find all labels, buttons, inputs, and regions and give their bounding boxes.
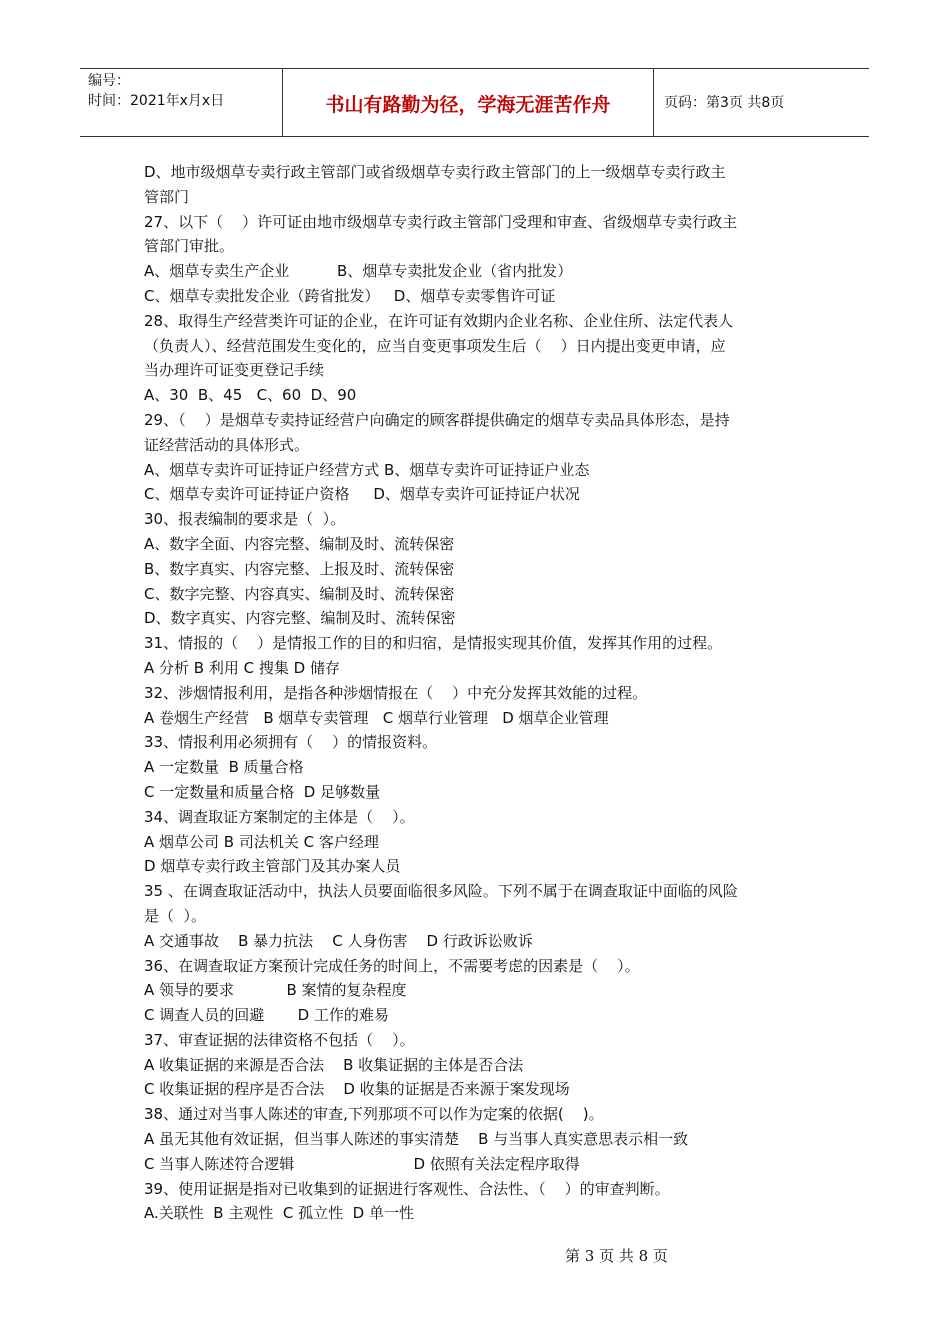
text-line: A、烟草专卖许可证持证户经营方式 B、烟草专卖许可证持证户业态: [144, 460, 590, 479]
text-line: 33、情报利用必须拥有（ ）的情报资料。: [144, 733, 438, 752]
text-line: A 一定数量 B 质量合格: [144, 758, 304, 777]
text-line: （负责人）、经营范围发生变化的，应当自变更事项发生后（ ）日内提出变更申请，应: [144, 336, 726, 355]
page-footer: 第 3 页 共 8 页: [565, 1247, 668, 1265]
text-line: A 虽无其他有效证据，但当事人陈述的事实清楚 B 与当事人真实意思表示相一致: [144, 1130, 689, 1149]
text-line: 37、审查证据的法律资格不包括（ ）。: [144, 1030, 415, 1049]
text-line: 36、在调查取证方案预计完成任务的时间上，不需要考虑的因素是（ ）。: [144, 956, 640, 975]
text-line: 31、情报的（ ）是情报工作的目的和归宿，是情报实现其价值，发挥其作用的过程。: [144, 634, 723, 653]
text-line: 是（ ）。: [144, 906, 207, 925]
text-line: C、数字完整、内容真实、编制及时、流转保密: [144, 584, 455, 603]
text-line: B、数字真实、内容完整、上报及时、流转保密: [144, 559, 455, 578]
serial-label: 编号：: [88, 73, 130, 89]
text-line: 39、使用证据是指对已收集到的证据进行客观性、合法性、（ ）的审查判断。: [144, 1179, 670, 1198]
text-line: C 收集证据的程序是否合法 D 收集的证据是否来源于案发现场: [144, 1080, 570, 1099]
text-line: 32、涉烟情报利用，是指各种涉烟情报在（ ）中充分发挥其效能的过程。: [144, 683, 648, 702]
text-line: A 烟草公司 B 司法机关 C 客户经理: [144, 832, 379, 851]
text-line: 当办理许可证变更登记手续: [144, 361, 325, 380]
header-meta-cell: [80, 69, 283, 136]
page-info: 页码：第3页 共8页: [664, 95, 785, 111]
text-line: 34、调查取证方案制定的主体是（ ）。: [144, 807, 415, 826]
text-line: 管部门审批。: [144, 237, 235, 256]
text-line: A、30 B、45 C、60 D、90: [144, 386, 357, 405]
text-line: A 分析 B 利用 C 搜集 D 储存: [144, 658, 340, 677]
text-line: A.关联性 B 主观性 C 孤立性 D 单一性: [144, 1204, 414, 1223]
text-line: A 领导的要求 B 案情的复杂程度: [144, 981, 407, 1000]
text-line: C、烟草专卖许可证持证户资格 D、烟草专卖许可证持证户状况: [144, 485, 580, 504]
text-line: 30、报表编制的要求是（ ）。: [144, 510, 346, 529]
text-line: C 调查人员的回避 D 工作的难易: [144, 1006, 389, 1025]
text-line: A 卷烟生产经营 B 烟草专卖管理 C 烟草行业管理 D 烟草企业管理: [144, 708, 609, 727]
text-line: 38、通过对当事人陈述的审查,下列那项不可以作为定案的依据( )。: [144, 1105, 604, 1124]
date-label: 时间：2021年x月x日: [88, 93, 225, 109]
text-line: A 交通事故 B 暴力抗法 C 人身伤害 D 行政诉讼败诉: [144, 931, 533, 950]
header-page-cell: [654, 69, 869, 136]
text-line: C 当事人陈述符合逻辑 D 依照有关法定程序取得: [144, 1154, 580, 1173]
text-line: 29、（ ）是烟草专卖持证经营户向确定的顾客群提供确定的烟草专卖品具体形态，是持: [144, 410, 730, 429]
text-line: 28、取得生产经营类许可证的企业，在许可证有效期内企业名称、企业住所、法定代表人: [144, 311, 734, 330]
text-line: D、数字真实、内容完整、编制及时、流转保密: [144, 609, 456, 628]
text-line: D、地市级烟草专卖行政主管部门或省级烟草专卖行政主管部门的上一级烟草专卖行政主: [144, 163, 726, 181]
text-line: A、数字全面、内容完整、编制及时、流转保密: [144, 534, 455, 553]
text-line: A 收集证据的来源是否合法 B 收集证据的主体是否合法: [144, 1055, 524, 1074]
text-line: D 烟草专卖行政主管部门及其办案人员: [144, 857, 401, 876]
header-motto-cell: [283, 69, 654, 136]
page-header: [80, 68, 869, 137]
text-line: C 一定数量和质量合格 D 足够数量: [144, 782, 381, 801]
text-line: C、烟草专卖批发企业（跨省批发） D、烟草专卖零售许可证: [144, 286, 556, 305]
text-line: 证经营活动的具体形式。: [144, 435, 310, 454]
motto: 书山有路勤为径，学海无涯苦作舟: [325, 94, 611, 116]
question-list: [144, 160, 814, 1226]
text-line: 27、以下（ ）许可证由地市级烟草专卖行政主管部门受理和审查、省级烟草专卖行政主: [144, 212, 738, 231]
text-line: 管部门: [144, 187, 190, 206]
text-line: 35 、在调查取证活动中，执法人员要面临很多风险。下列不属于在调查取证中面临的风险: [144, 882, 738, 901]
text-line: A、烟草专卖生产企业 B、烟草专卖批发企业（省内批发）: [144, 262, 573, 281]
